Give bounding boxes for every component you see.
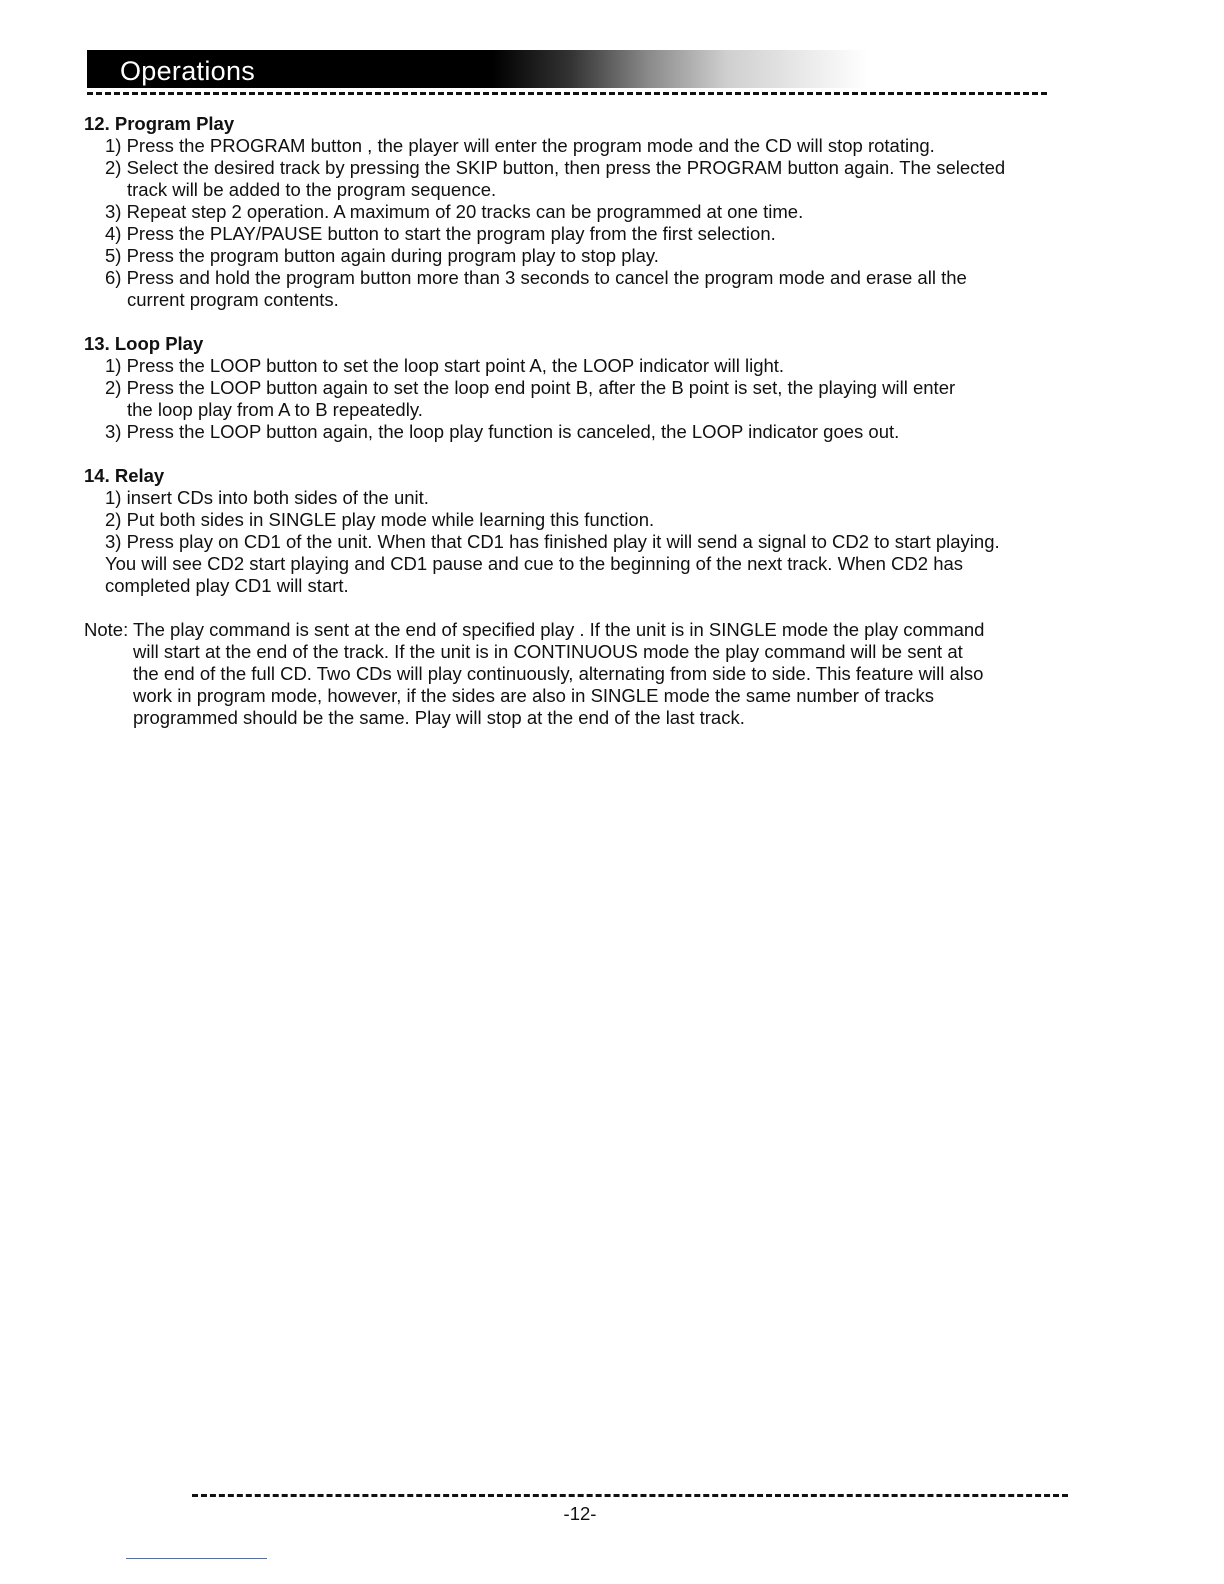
note-block <box>84 619 1084 729</box>
item-text: Press the LOOP button again to set the loop end point B, after the B point is set, the playing will enter <box>126 377 956 398</box>
item-text: Press play on CD1 of the unit. When that CD1 has finished play it will send a signal to CD2 to start playing. <box>126 531 1000 552</box>
page-number: -12- <box>563 1503 597 1524</box>
list-item <box>84 377 1084 399</box>
list-item <box>84 135 1084 157</box>
item-text: Press the LOOP button to set the loop start point A, the LOOP indicator will light. <box>126 355 785 376</box>
section-program-play <box>84 113 1084 311</box>
note-first-line: The play command is sent at the end of specified play . If the unit is in SINGLE mode the play command <box>133 619 985 640</box>
item-number: 2) <box>105 509 122 530</box>
item-text: Repeat step 2 operation. A maximum of 20 tracks can be programmed at one time. <box>126 201 804 222</box>
item-text-continued: track will be added to the program sequence. <box>127 179 497 200</box>
section-title: 13. Loop Play <box>84 333 204 354</box>
item-text-continued: current program contents. <box>127 289 339 310</box>
item-text: Press and hold the program button more than 3 seconds to cancel the program mode and erase all the <box>126 267 967 288</box>
top-divider <box>87 92 1047 95</box>
list-item <box>84 487 1084 509</box>
page-title: Operations <box>120 56 256 86</box>
item-text: Press the PLAY/PAUSE button to start the program play from the first selection. <box>126 223 776 244</box>
relay-paragraph-line: You will see CD2 start playing and CD1 pause and cue to the beginning of the next track. When CD2 has <box>105 553 964 574</box>
item-number: 1) <box>105 487 122 508</box>
item-number: 3) <box>105 201 122 222</box>
item-text: insert CDs into both sides of the unit. <box>126 487 429 508</box>
item-text-continued: the loop play from A to B repeatedly. <box>127 399 423 420</box>
content <box>84 113 1084 729</box>
item-number: 3) <box>105 421 122 442</box>
list-item <box>84 509 1084 531</box>
item-text: Press the program button again during program play to stop play. <box>126 245 659 266</box>
item-number: 4) <box>105 223 122 244</box>
item-number: 2) <box>105 377 122 398</box>
list-item <box>84 531 1084 553</box>
relay-paragraph-line: completed play CD1 will start. <box>105 575 349 596</box>
section-title: 12. Program Play <box>84 113 235 134</box>
list-item <box>84 355 1084 377</box>
item-text: Select the desired track by pressing the SKIP button, then press the PROGRAM button again. The selected <box>126 157 1006 178</box>
item-number: 1) <box>105 135 122 156</box>
list-item <box>84 267 1084 289</box>
decorative-line <box>126 1558 267 1559</box>
item-number: 6) <box>105 267 122 288</box>
item-text: Press the PROGRAM button , the player will enter the program mode and the CD will stop rotating. <box>126 135 935 156</box>
note-line: will start at the end of the track. If the unit is in CONTINUOUS mode the play command will be sent at <box>133 641 963 662</box>
list-item <box>84 157 1084 179</box>
item-number: 1) <box>105 355 122 376</box>
note-line: work in program mode, however, if the sides are also in SINGLE mode the same number of tracks <box>133 685 935 706</box>
section-loop-play <box>84 333 1084 443</box>
item-number: 3) <box>105 531 122 552</box>
list-item <box>84 201 1084 223</box>
note-line: programmed should be the same. Play will stop at the end of the last track. <box>133 707 745 728</box>
item-number: 2) <box>105 157 122 178</box>
list-item <box>84 421 1084 443</box>
bottom-divider <box>192 1494 1068 1497</box>
item-text: Put both sides in SINGLE play mode while learning this function. <box>126 509 655 530</box>
section-title: 14. Relay <box>84 465 165 486</box>
list-item <box>84 223 1084 245</box>
note-label: Note: <box>84 619 129 640</box>
section-relay <box>84 465 1084 597</box>
item-number: 5) <box>105 245 122 266</box>
item-text: Press the LOOP button again, the loop play function is canceled, the LOOP indicator goes out. <box>126 421 900 442</box>
note-line: the end of the full CD. Two CDs will play continuously, alternating from side to side. This feature will also <box>133 663 984 684</box>
list-item <box>84 245 1084 267</box>
